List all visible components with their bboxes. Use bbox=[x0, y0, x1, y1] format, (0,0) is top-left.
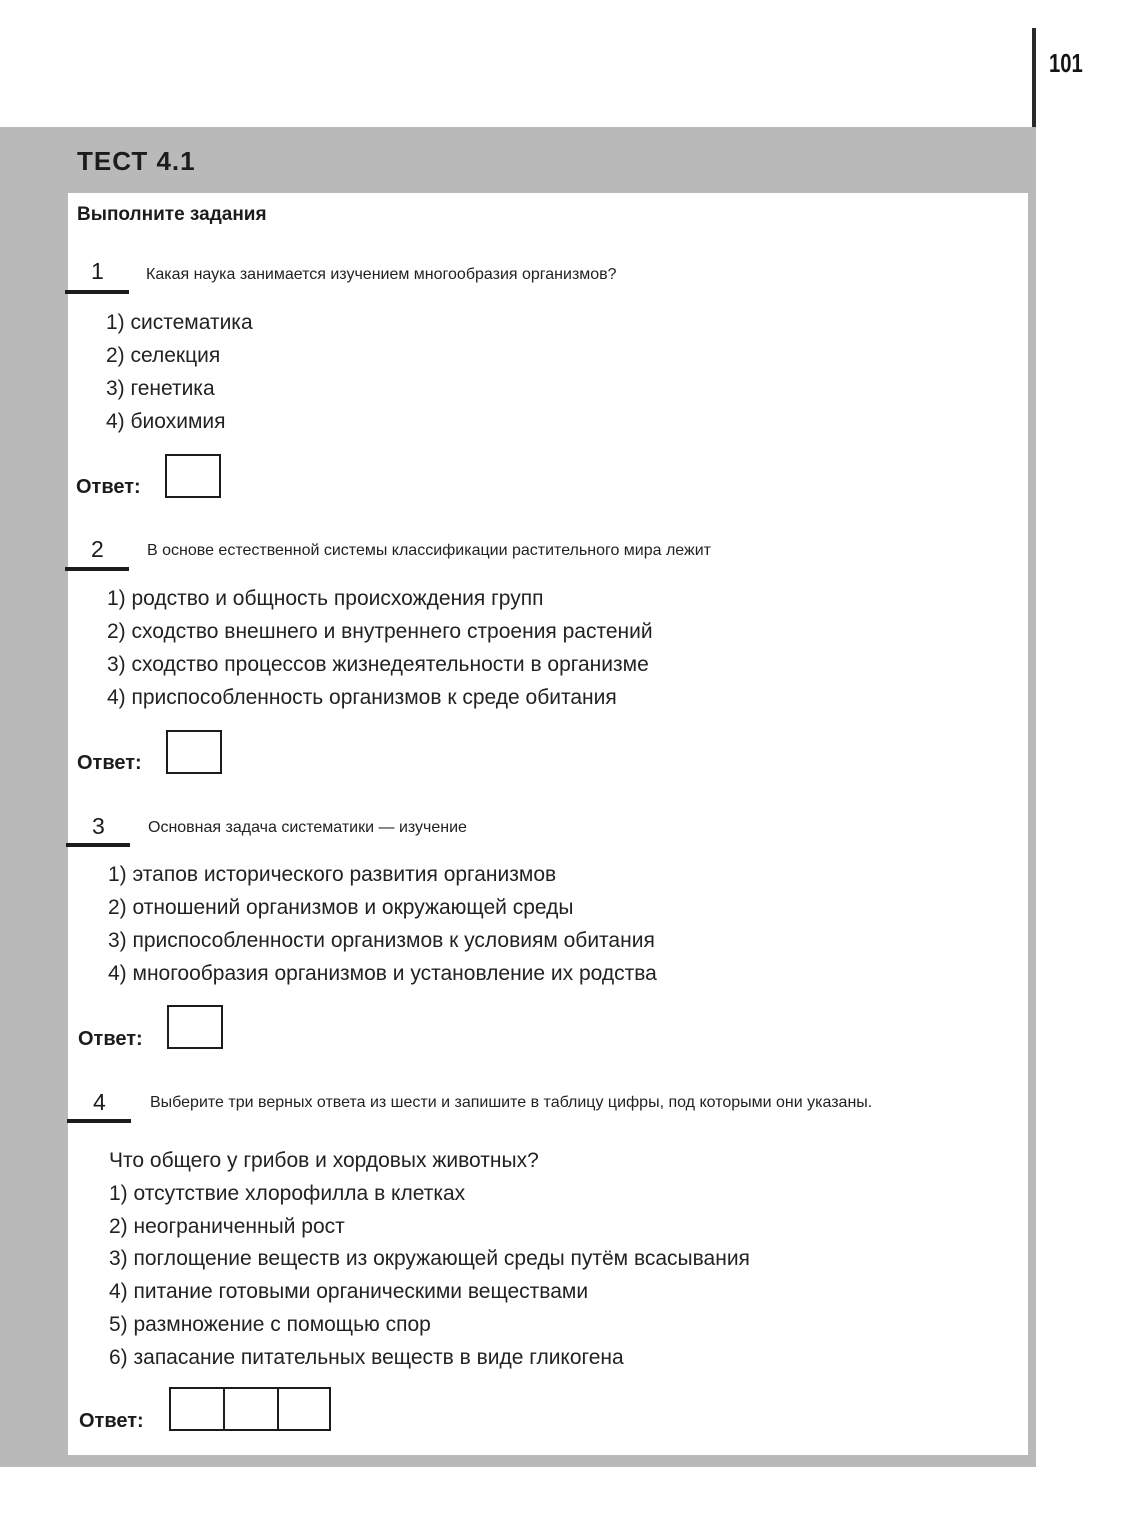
task-underline bbox=[67, 1119, 131, 1123]
option-1: 1) этапов исторического развития организмов bbox=[108, 863, 557, 886]
task-number: 1 bbox=[91, 258, 104, 284]
task-underline bbox=[65, 567, 129, 571]
option-3: 3) сходство процессов жизнедеятельности в организме bbox=[107, 653, 649, 676]
option-3: 3) приспособленности организмов к условиям обитания bbox=[108, 929, 655, 952]
task-underline bbox=[65, 290, 129, 294]
answer-label: Ответ: bbox=[77, 752, 142, 774]
task-question: В основе естественной системы классификации растительного мира лежит bbox=[147, 542, 711, 559]
task-number: 2 bbox=[91, 536, 104, 562]
option-4: 4) питание готовыми органическими веществами bbox=[109, 1280, 589, 1303]
page-edge-rule bbox=[1032, 28, 1036, 128]
option-1: 1) родство и общность происхождения групп bbox=[107, 587, 544, 610]
answer-cell-3[interactable] bbox=[279, 1389, 329, 1429]
task-underline bbox=[66, 843, 130, 847]
option-4: 4) биохимия bbox=[106, 410, 226, 433]
option-2: 2) отношений организмов и окружающей среды bbox=[108, 896, 574, 919]
option-4: 4) многообразия организмов и установление их родства bbox=[108, 962, 657, 985]
option-2: 2) сходство внешнего и внутреннего строения растений bbox=[107, 620, 653, 643]
task-question: Основная задача систематики — изучение bbox=[148, 819, 467, 836]
test-title: ТЕСТ 4.1 bbox=[77, 146, 196, 176]
task-question-text: Выберите три верных ответа из шести и запишите в таблицу цифры, под которыми они указаны. bbox=[150, 1094, 873, 1111]
instructions-heading: Выполните задания bbox=[77, 204, 267, 225]
task-prompt: Что общего у грибов и хордовых животных? bbox=[109, 1149, 539, 1172]
option-3: 3) генетика bbox=[106, 377, 215, 400]
answer-cell-2[interactable] bbox=[225, 1389, 277, 1429]
task-number: 4 bbox=[93, 1089, 106, 1115]
answer-box[interactable] bbox=[166, 730, 222, 774]
answer-box[interactable] bbox=[165, 454, 221, 498]
option-4: 4) приспособленность организмов к среде обитания bbox=[107, 686, 617, 709]
answer-label: Ответ: bbox=[76, 476, 141, 498]
answer-box[interactable] bbox=[167, 1005, 223, 1049]
option-1: 1) систематика bbox=[106, 311, 253, 334]
option-6: 6) запасание питательных веществ в виде гликогена bbox=[109, 1346, 624, 1369]
task-question bbox=[150, 1092, 1016, 1113]
answer-label: Ответ: bbox=[79, 1410, 144, 1432]
answer-label: Ответ: bbox=[78, 1028, 143, 1050]
option-1: 1) отсутствие хлорофилла в клетках bbox=[109, 1182, 466, 1205]
option-5: 5) размножение с помощью спор bbox=[109, 1313, 431, 1336]
option-3: 3) поглощение веществ из окружающей среды путём всасывания bbox=[109, 1247, 750, 1270]
answer-cell-1[interactable] bbox=[171, 1389, 223, 1429]
task-number: 3 bbox=[92, 813, 105, 839]
page-number: 101 bbox=[1049, 48, 1083, 78]
option-2: 2) селекция bbox=[106, 344, 221, 367]
option-2: 2) неограниченный рост bbox=[109, 1215, 345, 1238]
task-question: Какая наука занимается изучением многообразия организмов? bbox=[146, 266, 617, 283]
